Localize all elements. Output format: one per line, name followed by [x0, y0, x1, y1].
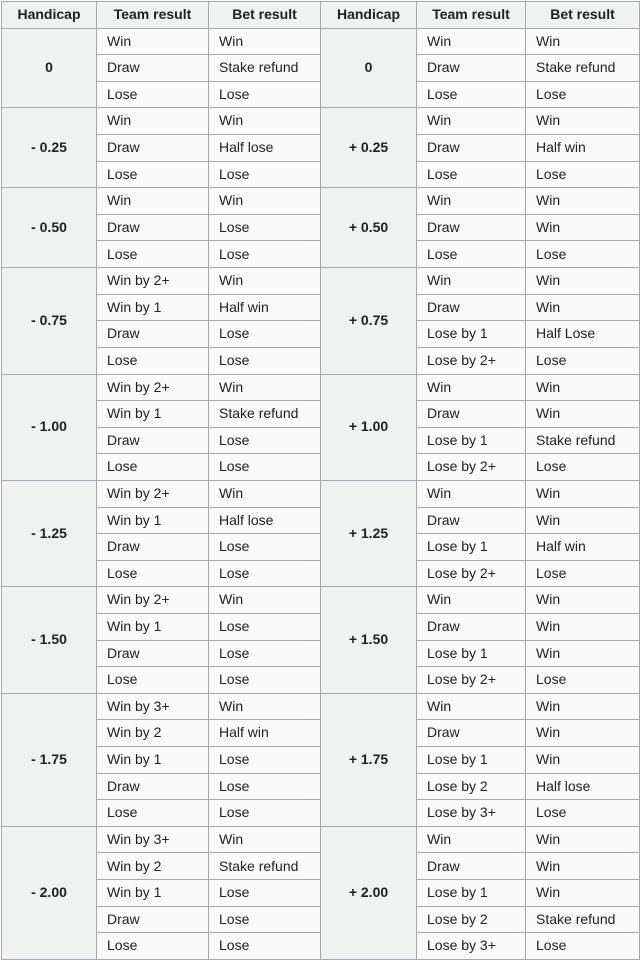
team-result-cell-right: Lose [417, 161, 526, 188]
bet-result-cell-left: Lose [209, 427, 321, 454]
handicap-cell-right: + 0.25 [321, 108, 417, 188]
team-result-cell-right: Draw [417, 401, 526, 428]
bet-result-cell-right: Stake refund [526, 427, 640, 454]
team-result-cell-left: Draw [97, 214, 209, 241]
team-result-cell-left: Lose [97, 347, 209, 374]
handicap-cell-right: 0 [321, 28, 417, 108]
handicap-cell-left: - 0.25 [2, 108, 97, 188]
bet-result-cell-right: Lose [526, 800, 640, 827]
team-result-cell-right: Draw [417, 853, 526, 880]
handicap-cell-right: + 1.75 [321, 693, 417, 826]
team-result-cell-right: Draw [417, 507, 526, 534]
team-result-cell-right: Lose by 1 [417, 534, 526, 561]
team-result-cell-left: Lose [97, 161, 209, 188]
header-team-result-left: Team result [97, 2, 209, 29]
bet-result-cell-left: Lose [209, 81, 321, 108]
handicap-cell-left: 0 [2, 28, 97, 108]
bet-result-cell-right: Win [526, 880, 640, 907]
bet-result-cell-left: Win [209, 28, 321, 55]
team-result-cell-right: Lose by 2 [417, 906, 526, 933]
team-result-cell-right: Lose by 3+ [417, 800, 526, 827]
bet-result-cell-right: Lose [526, 933, 640, 960]
bet-result-cell-right: Win [526, 614, 640, 641]
handicap-cell-right: + 1.00 [321, 374, 417, 480]
bet-result-cell-left: Half win [209, 294, 321, 321]
team-result-cell-right: Lose by 2+ [417, 667, 526, 694]
handicap-cell-left: - 1.00 [2, 374, 97, 480]
bet-result-cell-left: Lose [209, 880, 321, 907]
team-result-cell-left: Win by 1 [97, 294, 209, 321]
team-result-cell-right: Lose by 2+ [417, 347, 526, 374]
table-row [2, 188, 640, 215]
bet-result-cell-right: Stake refund [526, 906, 640, 933]
table-row [2, 268, 640, 295]
bet-result-cell-right: Win [526, 480, 640, 507]
bet-result-cell-right: Win [526, 853, 640, 880]
team-result-cell-left: Lose [97, 560, 209, 587]
bet-result-cell-left: Win [209, 268, 321, 295]
team-result-cell-left: Lose [97, 800, 209, 827]
bet-result-cell-left: Win [209, 587, 321, 614]
team-result-cell-left: Win by 2+ [97, 480, 209, 507]
bet-result-cell-left: Lose [209, 214, 321, 241]
table-row [2, 374, 640, 401]
team-result-cell-right: Lose by 1 [417, 427, 526, 454]
page [0, 1, 643, 960]
header-bet-result-left: Bet result [209, 2, 321, 29]
bet-result-cell-right: Win [526, 747, 640, 774]
team-result-cell-left: Lose [97, 933, 209, 960]
bet-result-cell-left: Lose [209, 906, 321, 933]
bet-result-cell-left: Win [209, 826, 321, 853]
bet-result-cell-right: Half lose [526, 773, 640, 800]
bet-result-cell-right: Win [526, 214, 640, 241]
team-result-cell-left: Draw [97, 906, 209, 933]
table-body [2, 28, 640, 959]
handicap-cell-left: - 1.75 [2, 693, 97, 826]
handicap-cell-left: - 0.75 [2, 268, 97, 374]
team-result-cell-left: Win by 1 [97, 880, 209, 907]
team-result-cell-left: Win [97, 28, 209, 55]
team-result-cell-left: Win by 1 [97, 614, 209, 641]
team-result-cell-right: Win [417, 693, 526, 720]
team-result-cell-right: Draw [417, 720, 526, 747]
team-result-cell-left: Draw [97, 640, 209, 667]
bet-result-cell-left: Win [209, 693, 321, 720]
bet-result-cell-left: Lose [209, 773, 321, 800]
team-result-cell-right: Lose by 1 [417, 321, 526, 348]
handicap-cell-left: - 2.00 [2, 826, 97, 959]
bet-result-cell-right: Half win [526, 534, 640, 561]
bet-result-cell-right: Lose [526, 241, 640, 268]
bet-result-cell-left: Half win [209, 720, 321, 747]
header-bet-result-right: Bet result [526, 2, 640, 29]
handicap-cell-left: - 1.25 [2, 480, 97, 586]
bet-result-cell-left: Lose [209, 640, 321, 667]
bet-result-cell-left: Lose [209, 454, 321, 481]
table-row [2, 587, 640, 614]
bet-result-cell-right: Win [526, 108, 640, 135]
team-result-cell-left: Lose [97, 667, 209, 694]
team-result-cell-right: Lose by 1 [417, 880, 526, 907]
header-handicap-left: Handicap [2, 2, 97, 29]
bet-result-cell-left: Lose [209, 321, 321, 348]
team-result-cell-right: Lose by 3+ [417, 933, 526, 960]
team-result-cell-left: Win by 2+ [97, 374, 209, 401]
handicap-cell-right: + 1.50 [321, 587, 417, 693]
handicap-cell-right: + 2.00 [321, 826, 417, 959]
team-result-cell-left: Draw [97, 773, 209, 800]
bet-result-cell-right: Lose [526, 347, 640, 374]
bet-result-cell-left: Win [209, 108, 321, 135]
team-result-cell-right: Draw [417, 614, 526, 641]
team-result-cell-left: Draw [97, 55, 209, 82]
team-result-cell-left: Win by 2 [97, 853, 209, 880]
handicap-cell-right: + 1.25 [321, 480, 417, 586]
table-row [2, 826, 640, 853]
bet-result-cell-left: Stake refund [209, 853, 321, 880]
team-result-cell-right: Draw [417, 214, 526, 241]
team-result-cell-right: Win [417, 374, 526, 401]
bet-result-cell-left: Stake refund [209, 401, 321, 428]
team-result-cell-right: Draw [417, 135, 526, 162]
bet-result-cell-right: Win [526, 268, 640, 295]
bet-result-cell-left: Win [209, 374, 321, 401]
header-team-result-right: Team result [417, 2, 526, 29]
team-result-cell-right: Lose by 1 [417, 747, 526, 774]
table-row [2, 693, 640, 720]
bet-result-cell-right: Win [526, 28, 640, 55]
team-result-cell-left: Draw [97, 321, 209, 348]
bet-result-cell-left: Lose [209, 747, 321, 774]
team-result-cell-left: Win by 1 [97, 401, 209, 428]
team-result-cell-left: Win by 1 [97, 747, 209, 774]
bet-result-cell-left: Lose [209, 667, 321, 694]
team-result-cell-left: Win by 1 [97, 507, 209, 534]
bet-result-cell-left: Lose [209, 347, 321, 374]
team-result-cell-right: Lose [417, 241, 526, 268]
bet-result-cell-right: Win [526, 826, 640, 853]
team-result-cell-right: Win [417, 480, 526, 507]
team-result-cell-left: Win [97, 188, 209, 215]
team-result-cell-right: Lose by 2+ [417, 454, 526, 481]
bet-result-cell-left: Lose [209, 933, 321, 960]
bet-result-cell-right: Lose [526, 667, 640, 694]
team-result-cell-left: Win by 3+ [97, 693, 209, 720]
team-result-cell-left: Lose [97, 81, 209, 108]
team-result-cell-right: Lose by 2 [417, 773, 526, 800]
team-result-cell-right: Win [417, 108, 526, 135]
team-result-cell-right: Lose by 1 [417, 640, 526, 667]
team-result-cell-left: Lose [97, 241, 209, 268]
handicap-cell-left: - 1.50 [2, 587, 97, 693]
team-result-cell-left: Draw [97, 534, 209, 561]
table-header [2, 2, 640, 29]
team-result-cell-left: Draw [97, 135, 209, 162]
asian-handicap-table [1, 1, 640, 960]
bet-result-cell-right: Stake refund [526, 55, 640, 82]
bet-result-cell-right: Win [526, 640, 640, 667]
team-result-cell-left: Lose [97, 454, 209, 481]
team-result-cell-left: Win [97, 108, 209, 135]
table-row [2, 28, 640, 55]
bet-result-cell-left: Half lose [209, 135, 321, 162]
bet-result-cell-right: Win [526, 294, 640, 321]
handicap-cell-right: + 0.75 [321, 268, 417, 374]
bet-result-cell-left: Half lose [209, 507, 321, 534]
team-result-cell-right: Lose by 2+ [417, 560, 526, 587]
bet-result-cell-left: Lose [209, 534, 321, 561]
bet-result-cell-right: Win [526, 188, 640, 215]
team-result-cell-left: Win by 2+ [97, 268, 209, 295]
bet-result-cell-left: Lose [209, 241, 321, 268]
bet-result-cell-right: Lose [526, 454, 640, 481]
bet-result-cell-left: Lose [209, 161, 321, 188]
team-result-cell-right: Lose [417, 81, 526, 108]
handicap-cell-right: + 0.50 [321, 188, 417, 268]
bet-result-cell-left: Lose [209, 800, 321, 827]
bet-result-cell-right: Win [526, 401, 640, 428]
bet-result-cell-right: Lose [526, 81, 640, 108]
handicap-cell-left: - 0.50 [2, 188, 97, 268]
header-row [2, 2, 640, 29]
bet-result-cell-right: Lose [526, 560, 640, 587]
team-result-cell-left: Win by 2 [97, 720, 209, 747]
bet-result-cell-right: Win [526, 587, 640, 614]
team-result-cell-left: Win by 2+ [97, 587, 209, 614]
bet-result-cell-left: Win [209, 480, 321, 507]
bet-result-cell-left: Lose [209, 614, 321, 641]
bet-result-cell-right: Half Lose [526, 321, 640, 348]
header-handicap-right: Handicap [321, 2, 417, 29]
team-result-cell-right: Win [417, 188, 526, 215]
bet-result-cell-right: Win [526, 693, 640, 720]
bet-result-cell-right: Lose [526, 161, 640, 188]
team-result-cell-right: Draw [417, 294, 526, 321]
bet-result-cell-right: Win [526, 507, 640, 534]
table-row [2, 108, 640, 135]
team-result-cell-right: Win [417, 826, 526, 853]
team-result-cell-right: Win [417, 28, 526, 55]
table-row [2, 480, 640, 507]
team-result-cell-right: Win [417, 587, 526, 614]
team-result-cell-left: Draw [97, 427, 209, 454]
bet-result-cell-right: Win [526, 374, 640, 401]
bet-result-cell-left: Win [209, 188, 321, 215]
bet-result-cell-right: Half win [526, 135, 640, 162]
bet-result-cell-left: Lose [209, 560, 321, 587]
team-result-cell-right: Draw [417, 55, 526, 82]
bet-result-cell-left: Stake refund [209, 55, 321, 82]
team-result-cell-left: Win by 3+ [97, 826, 209, 853]
team-result-cell-right: Win [417, 268, 526, 295]
bet-result-cell-right: Win [526, 720, 640, 747]
